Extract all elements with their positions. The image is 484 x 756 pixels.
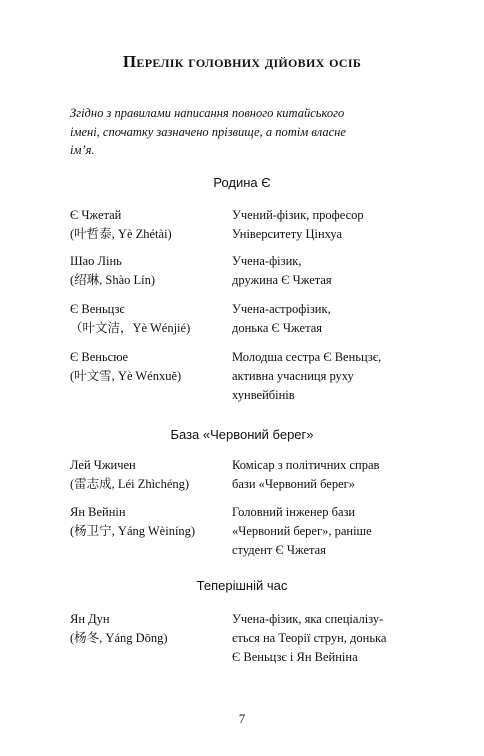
description-line: Комісар з політичних справ	[232, 458, 380, 472]
name-ukrainian: Є Веньцзє	[70, 302, 125, 316]
section-heading-family-ye: Родина Є	[213, 175, 271, 190]
name-ukrainian: Є Веньсюе	[70, 350, 129, 364]
name-ukrainian: Є Чжетай	[70, 208, 122, 222]
description-line: Молодша сестра Є Веньцзє,	[232, 350, 382, 364]
character-description	[232, 503, 424, 560]
description-line: Університету Цінхуа	[232, 227, 343, 241]
name-ukrainian: Ян Дун	[70, 612, 110, 626]
name-ukrainian: Шао Лінь	[70, 254, 122, 268]
description-line: «Червоний берег», раніше	[232, 524, 372, 538]
intro-note	[70, 104, 410, 160]
name-chinese: (杨冬, Yáng Dōng)	[70, 631, 168, 645]
section-heading-red-coast-base: База «Червоний берег»	[170, 427, 314, 442]
character-description	[232, 300, 424, 338]
name-chinese: (杨卫宁, Yáng Wèiníng)	[70, 524, 196, 538]
character-name	[70, 252, 230, 290]
description-line: активна учасниця руху	[232, 369, 354, 383]
character-name	[70, 610, 230, 648]
character-name	[70, 206, 230, 244]
description-line: Головний інженер бази	[232, 505, 356, 519]
description-line: ється на Теорії струн, донька	[232, 631, 387, 645]
description-line: донька Є Чжетая	[232, 321, 322, 335]
description-line: Учений-фізик, професор	[232, 208, 364, 222]
name-chinese: （叶文洁，Yè Wénjié)	[70, 321, 191, 335]
character-name	[70, 348, 230, 386]
character-description	[232, 206, 424, 244]
name-ukrainian: Лей Чжичен	[70, 458, 136, 472]
description-line: Є Веньцзє і Ян Вейніна	[232, 650, 358, 664]
name-chinese: (雷志成, Léi Zhìchéng)	[70, 477, 190, 491]
description-line: дружина Є Чжетая	[232, 273, 332, 287]
character-description	[232, 610, 424, 667]
character-name	[70, 503, 230, 541]
description-line: Учена-фізик, яка спеціалізу-	[232, 612, 384, 626]
description-line: Учена-фізик,	[232, 254, 302, 268]
description-line: хунвейбінів	[232, 388, 295, 402]
name-chinese: (叶文雪, Yè Wénxuě)	[70, 369, 182, 383]
description-line: бази «Червоний берег»	[232, 477, 356, 491]
section-heading-present-time: Теперішній час	[196, 578, 288, 593]
description-line: Учена-астрофізик,	[232, 302, 331, 316]
intro-line: ім’я.	[70, 143, 95, 157]
character-description	[232, 456, 424, 494]
name-chinese: (绍琳, Shào Lín)	[70, 273, 156, 287]
character-name	[70, 300, 230, 338]
intro-line: Згідно з правилами написання повного китайського	[70, 106, 345, 120]
page-number: 7	[238, 712, 246, 726]
page-title: Перелік головних дійових осіб	[122, 52, 362, 71]
character-description	[232, 252, 424, 290]
name-ukrainian: Ян Вейнін	[70, 505, 126, 519]
description-line: студент Є Чжетая	[232, 543, 326, 557]
name-chinese: (叶哲泰, Yè Zhétài)	[70, 227, 172, 241]
intro-line: імені, спочатку зазначено прізвище, а потім власне	[70, 124, 346, 139]
character-name	[70, 456, 230, 494]
character-description	[232, 348, 424, 405]
